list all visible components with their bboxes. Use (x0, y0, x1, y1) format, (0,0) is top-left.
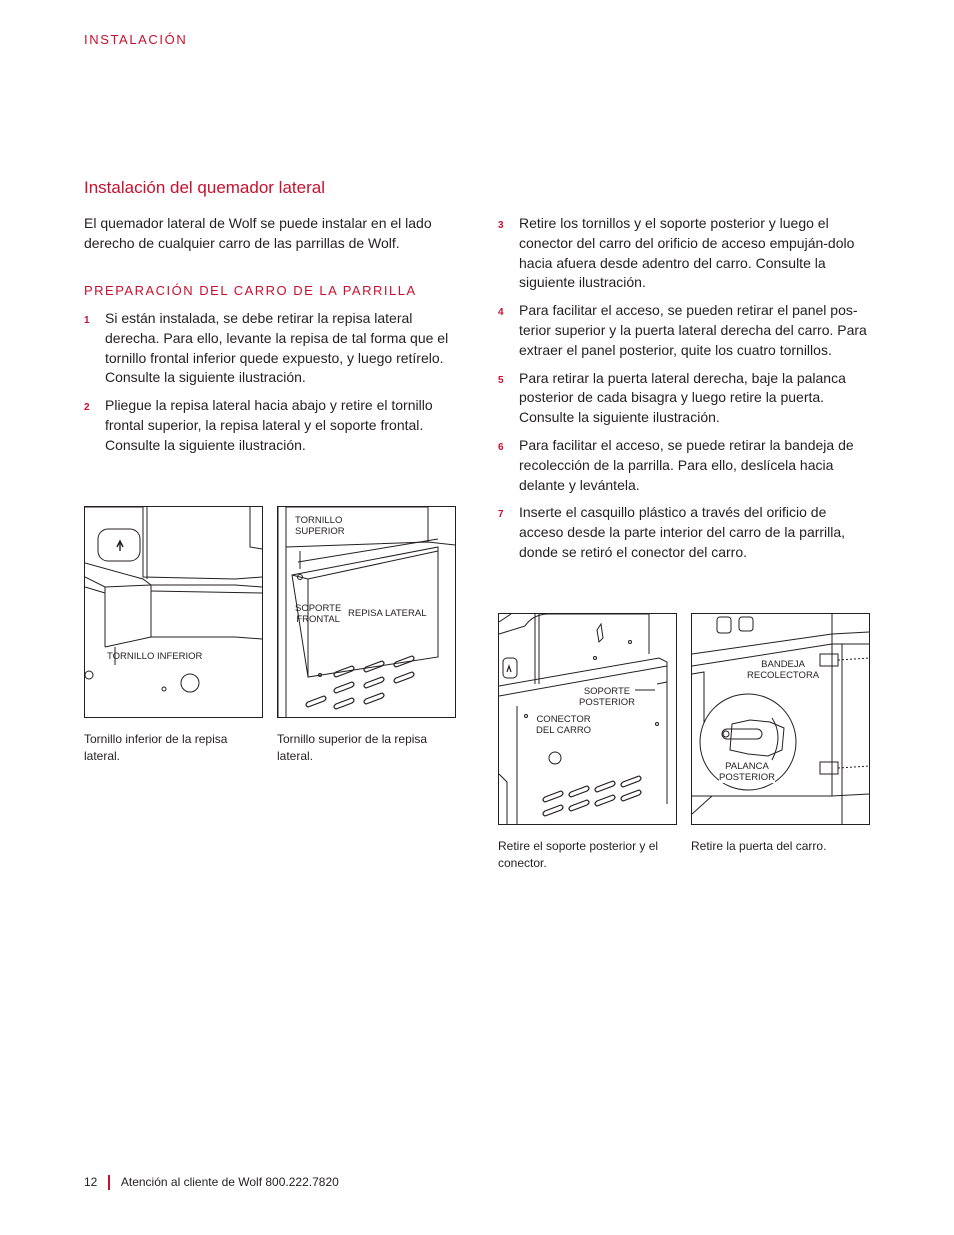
steps-list-left (84, 309, 454, 464)
caption-fig3: Retire el soporte posterior y el conector. (498, 839, 659, 870)
figure-cart-door (691, 613, 870, 825)
section-tag: INSTALACIÓN (84, 32, 188, 47)
section-subheading: PREPARACIÓN DEL CARRO DE LA PARRILLA (84, 283, 417, 298)
caption-fig2: Tornillo superior de la repisa lateral. (277, 732, 428, 763)
label-cart-connector: CONECTOR DEL CARRO (536, 714, 592, 736)
page-footer (84, 1175, 339, 1190)
step-text: Para facilitar el acceso, se puede retirar la bandeja de recolección de la parrilla. Para ello, deslícela hacia delante y levántela. (519, 436, 854, 493)
caption-fig4: Retire la puerta del carro. (691, 839, 827, 853)
step-number: 6 (498, 441, 504, 453)
page-number: 12 (84, 1175, 98, 1189)
step-number: 3 (498, 220, 504, 231)
figure-bottom-screw (84, 506, 263, 718)
label-side-shelf: REPISA LATERAL (348, 608, 427, 619)
label-rear-support: SOPORTE POSTERIOR (579, 686, 635, 708)
step-number: 2 (84, 402, 90, 414)
step-item (498, 301, 873, 360)
steps-list-right (498, 214, 873, 571)
step-number: 7 (498, 509, 504, 521)
label-front-support: SOPORTE FRONTAL (295, 603, 342, 625)
step-text: Para retirar la puerta lateral derecha, baje la palanca posterior de cada bisagra y luego retire la puerta. Consulte la siguiente ilustración. (519, 369, 846, 426)
step-number: 4 (498, 307, 504, 319)
label-top-screw: TORNILLO SUPERIOR (295, 515, 345, 537)
step-text: Para facilitar el acceso, se pueden retirar el panel pos-terior superior y la puerta lateral derecha del carro. Para extraer el panel posterior, quite los cuatro tornillos. (519, 302, 867, 358)
intro-paragraph: El quemador lateral de Wolf se puede instalar en el lado derecho de cualquier carro de las parrillas de Wolf. (84, 215, 432, 251)
step-text: Inserte el casquillo plástico a través del orificio de acceso desde la parte interior del carro de la parrilla, donde se retiró el conector del carro. (519, 504, 846, 560)
step-text: Retire los tornillos y el soporte posterior y luego el conector del carro del orificio de acceso empuján-dolo hacia afuera desde adentro del carro. Consulte la siguiente ilustración. (519, 215, 855, 291)
step-item (498, 214, 873, 293)
caption-fig1: Tornillo inferior de la repisa lateral. (84, 732, 228, 763)
step-text: Pliegue la repisa lateral hacia abajo y retire el tornillo frontal superior, la repisa lateral y el soporte frontal. Consulte la siguiente ilustración. (105, 397, 433, 453)
step-item (84, 309, 454, 388)
figure-illustration (85, 507, 262, 717)
figure-top-screw (277, 506, 456, 718)
step-number: 1 (84, 315, 90, 326)
figure-rear-support (498, 613, 677, 825)
step-item (498, 436, 873, 495)
step-item (498, 369, 873, 428)
step-number: 5 (498, 374, 504, 386)
step-text: Si están instalada, se debe retirar la repisa lateral derecha. Para ello, levante la repisa de tal forma que el tornillo frontal inferior quede expuesto, y luego retírelo. Consulte la siguiente ilustración. (105, 310, 449, 386)
figure-illustration (692, 614, 869, 824)
page-title: Instalación del quemador lateral (84, 178, 325, 197)
label-rear-lever: PALANCA POSTERIOR (719, 761, 775, 783)
footer-text: Atención al cliente de Wolf 800.222.7820 (120, 1175, 339, 1189)
footer-separator (108, 1175, 110, 1190)
label-grease-tray: BANDEJA RECOLECTORA (747, 659, 820, 681)
step-item (498, 503, 873, 562)
label-bottom-screw: TORNILLO INFERIOR (107, 651, 203, 662)
step-item (84, 396, 454, 455)
